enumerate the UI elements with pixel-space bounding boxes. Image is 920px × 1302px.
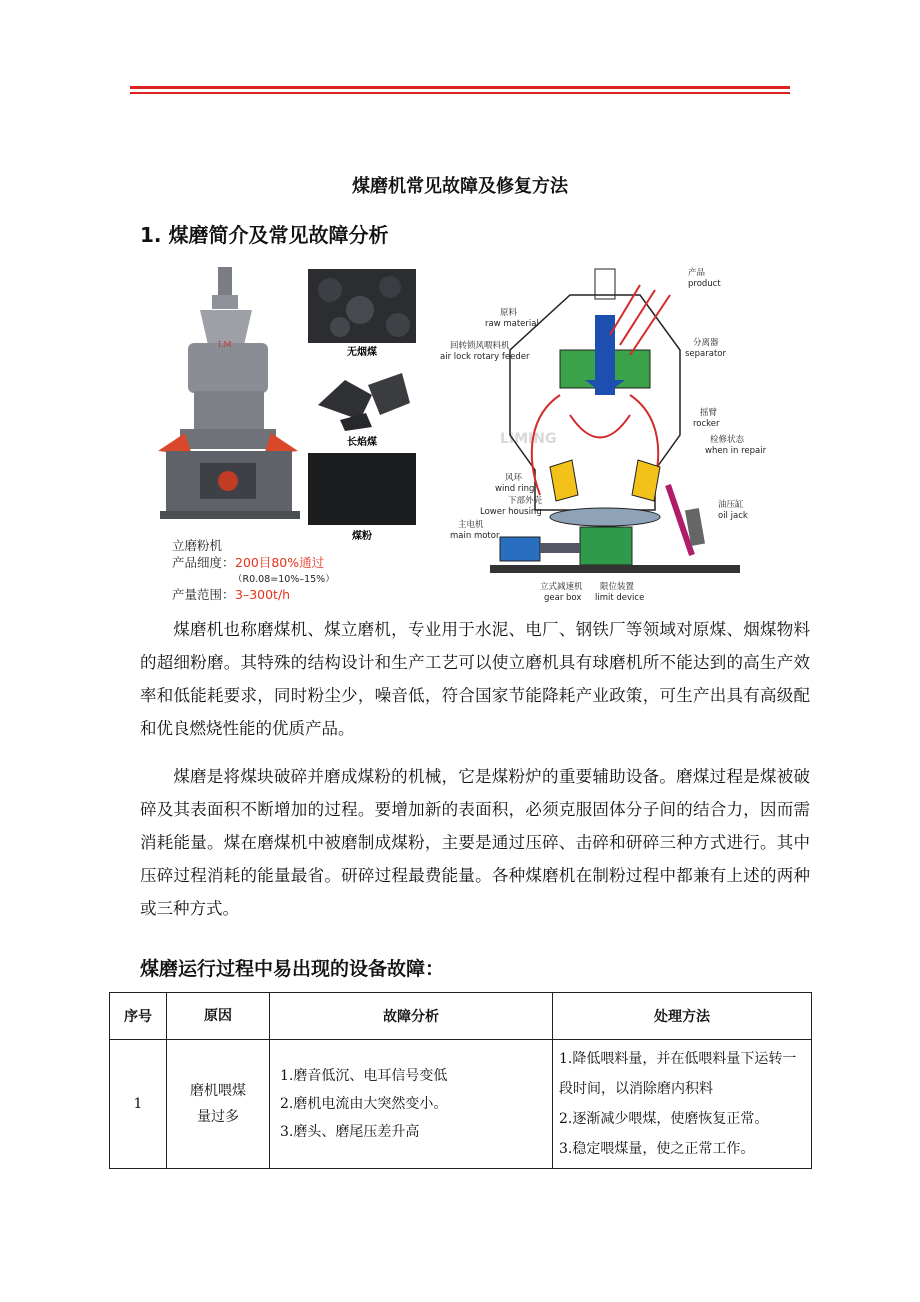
analysis-line: 2.磨机电流由大突然变小。 — [280, 1096, 448, 1112]
fault-table — [109, 992, 812, 1169]
label-rocker-en: rocker — [693, 419, 720, 429]
row-no: 1 — [110, 1040, 167, 1169]
range-value: 3–300t/h — [235, 587, 291, 602]
table-header-row — [110, 993, 812, 1040]
fix-line: 1.降低喂料量，并在低喂料量下运转一段时间，以消除磨内积料 — [559, 1051, 797, 1097]
section-heading-2: 煤磨运行过程中易出现的设备故障： — [140, 958, 445, 980]
document-title: 煤磨机常见故障及修复方法 — [352, 176, 568, 197]
fineness-value: 200目80%通过 — [235, 555, 325, 570]
intro-paragraph-1 — [140, 613, 810, 745]
label-raw-en: raw material — [485, 319, 539, 329]
coal-sample-3: 煤粉 — [352, 531, 372, 542]
table-row — [110, 1040, 812, 1169]
label-repair-en: when in repair — [705, 446, 767, 456]
label-wind-cn: 风环 — [505, 473, 523, 483]
label-lower-cn: 下部外壳 — [508, 496, 543, 506]
machine-name: 立磨粉机 — [172, 538, 223, 553]
label-separator-cn: 分离器 — [693, 338, 719, 348]
svg-text:LM: LM — [218, 340, 232, 349]
header-rule-top — [130, 86, 790, 89]
header-no: 序号 — [110, 993, 167, 1040]
label-gearbox-cn: 立式减速机 — [540, 582, 583, 592]
label-motor-en: main motor — [450, 531, 500, 541]
row-analysis — [270, 1040, 553, 1169]
mill-schematic — [440, 267, 767, 603]
label-wind-en: wind ring — [495, 484, 535, 494]
label-feeder-cn: 回转锁风喂料机 — [450, 341, 510, 351]
label-separator-en: separator — [685, 349, 726, 359]
intro-paragraph-2 — [140, 760, 810, 925]
label-product-cn: 产品 — [688, 268, 706, 278]
range-label: 产量范围： — [172, 587, 235, 602]
header-cause: 原因 — [167, 993, 270, 1040]
fineness-note: （R0.08=10%–15%） — [233, 574, 335, 585]
label-rocker-cn: 摇臂 — [700, 408, 718, 418]
cause-line: 量过多 — [197, 1109, 239, 1125]
label-oiljack-cn: 油压缸 — [718, 500, 744, 510]
watermark-text: LIMING — [500, 431, 557, 447]
label-repair-cn: 检修状态 — [710, 435, 745, 445]
label-oiljack-en: oil jack — [718, 511, 748, 521]
analysis-line: 3.磨头、磨尾压差升高 — [280, 1124, 420, 1140]
label-raw-cn: 原料 — [500, 308, 518, 318]
label-limit-en: limit device — [595, 593, 645, 603]
intro-paragraph-2-text: 煤磨是将煤块破碎并磨成煤粉的机械，它是煤粉炉的重要辅助设备。磨煤过程是煤被破碎及其表面积不断增加的过程。要增加新的表面积，必须克服固体分子间的结合力，因而需消耗能量。煤在磨煤机中被磨制成煤粉，主要是通过压碎、击碎和研碎三种方式进行。其中压碎过程消耗的能量最省。研碎过程最费能量。各种煤磨机在制粉过程中都兼有上述的两种或三种方式。 — [140, 767, 810, 918]
label-feeder-en: air lock rotary feeder — [440, 352, 530, 362]
label-gearbox-en: gear box — [544, 593, 582, 603]
coal-sample-1: 无烟煤 — [347, 347, 377, 358]
coal-samples — [308, 269, 416, 542]
header-analysis: 故障分析 — [270, 993, 553, 1040]
analysis-line: 1.磨音低沉、电耳信号变低 — [280, 1068, 448, 1084]
intro-paragraph-1-text: 煤磨机也称磨煤机、煤立磨机，专业用于水泥、电厂、钢铁厂等领域对原煤、烟煤物料的超细粉磨。其特殊的结构设计和生产工艺可以使立磨机具有球磨机所不能达到的高生产效率和低能耗要求，同时粉尘少，噪音低，符合国家节能降耗产业政策，可生产出具有高级配和优良燃烧性能的优质产品。 — [140, 620, 810, 738]
coal-sample-2: 长焰煤 — [347, 437, 377, 448]
header-rule-bottom — [130, 92, 790, 94]
label-limit-cn: 限位装置 — [600, 582, 635, 592]
fineness-label: 产品细度： — [172, 555, 235, 570]
row-cause — [167, 1040, 270, 1169]
fix-line: 3.稳定喂煤量，使之正常工作。 — [559, 1141, 755, 1157]
coal-mill-figure — [140, 255, 800, 610]
cause-line: 磨机喂煤 — [190, 1083, 246, 1099]
header-fix: 处理方法 — [553, 993, 812, 1040]
row-fix — [553, 1040, 812, 1169]
mill-machine-image — [158, 267, 300, 519]
label-motor-cn: 主电机 — [458, 520, 484, 530]
label-product-en: product — [688, 279, 721, 289]
label-lower-en: Lower housing — [480, 507, 542, 517]
fix-line: 2.逐渐减少喂煤，使磨恢复正常。 — [559, 1111, 769, 1127]
section-heading-1: 1. 煤磨简介及常见故障分析 — [140, 223, 389, 247]
